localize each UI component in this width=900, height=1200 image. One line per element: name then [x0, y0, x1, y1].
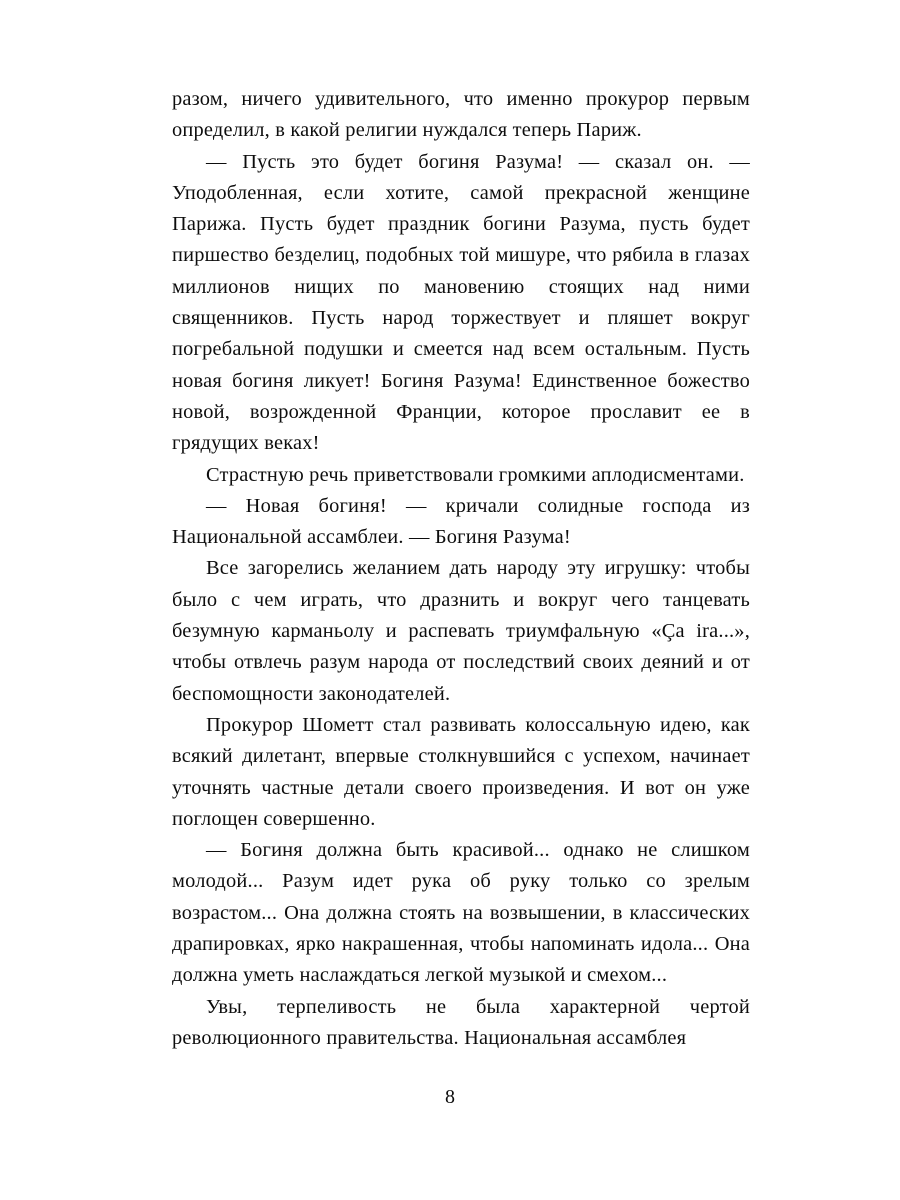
body-text-column: [172, 84, 750, 1054]
paragraph: — Богиня должна быть красивой... однако не слишком молодой... Разум идет рука об руку только со зрелым возрастом... Она должна стоять на возвышении, в классических драпировках, ярко накрашенная, чтобы напоминать идола... Она должна уметь наслаждаться легкой музыкой и смехом...: [172, 839, 750, 987]
page-number: 8: [445, 1086, 455, 1108]
paragraph: Прокурор Шометт стал развивать колоссальную идею, как всякий дилетант, впервые столкнувшийся с успехом, начинает уточнять частные детали своего произведения. И вот он уже поглощен совершенно.: [172, 713, 750, 830]
paragraph: — Пусть это будет богиня Разума! — сказал он. — Уподобленная, если хотите, самой прекрасной женщине Парижа. Пусть будет праздник богини Разума, пусть будет пиршество безделиц, подобных той мишуре, что рябила в глазах миллионов нищих по мановению стоящих над ними священников. Пусть народ торжествует и пляшет вокруг погребальной подушки и смеется над всем остальным. Пусть новая богиня ликует! Богиня Разума! Единственное божество новой, возрожденной Франции, которое прославит ее в грядущих веках!: [172, 150, 750, 455]
paragraph: Все загорелись желанием дать народу эту игрушку: чтобы было с чем играть, что дразнить и вокруг чего танцевать безумную карманьолу и распевать триумфальную «Ça ira...», чтобы отвлечь разум народа от последствий своих деяний и от беспомощности законодателей.: [172, 557, 750, 705]
paragraph: — Новая богиня! — кричали солидные господа из Национальной ассамблеи. — Богиня Разума!: [172, 494, 750, 549]
paragraph: разом, ничего удивительного, что именно прокурор первым определил, в какой религии нуждался теперь Париж.: [172, 88, 750, 142]
paragraph: Увы, терпеливость не была характерной чертой революционного правительства. Национальная ассамблея: [172, 995, 750, 1049]
paragraph: Страстную речь приветствовали громкими аплодисментами.: [206, 463, 745, 486]
